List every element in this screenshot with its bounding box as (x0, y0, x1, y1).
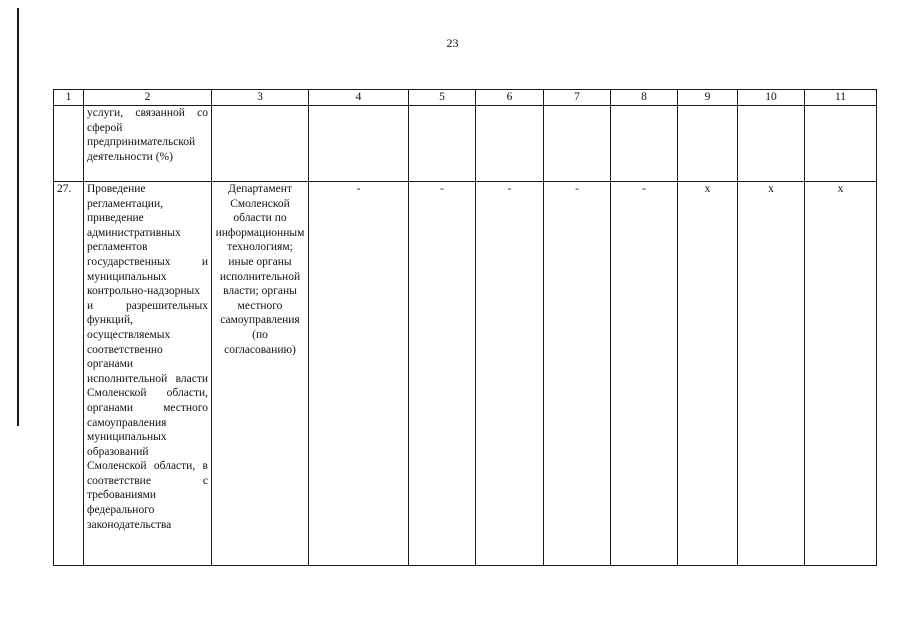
row-number: 27. (54, 182, 84, 566)
column-header: 8 (611, 90, 678, 106)
value-cell (611, 106, 678, 182)
value-cell (409, 106, 476, 182)
table-header-row (54, 90, 877, 106)
data-table (53, 89, 877, 566)
column-header: 9 (678, 90, 738, 106)
value-cell (738, 106, 805, 182)
value-cell: х (678, 182, 738, 566)
column-header: 2 (84, 90, 212, 106)
table-row (54, 106, 877, 182)
column-header: 3 (212, 90, 309, 106)
column-header: 1 (54, 90, 84, 106)
page-number: 23 (446, 36, 459, 50)
value-cell: х (738, 182, 805, 566)
row-number (54, 106, 84, 182)
responsible-executor (212, 106, 309, 182)
value-cell: - (611, 182, 678, 566)
value-cell: - (476, 182, 544, 566)
binding-margin-line (17, 8, 19, 426)
column-header: 4 (309, 90, 409, 106)
value-cell: - (409, 182, 476, 566)
column-header: 6 (476, 90, 544, 106)
value-cell (476, 106, 544, 182)
value-cell (805, 106, 877, 182)
value-cell (544, 106, 611, 182)
indicator-description: услуги, связанной со сферой предпринимательской деятельности (%) (84, 106, 212, 182)
table-row (54, 182, 877, 566)
column-header: 5 (409, 90, 476, 106)
value-cell: - (544, 182, 611, 566)
value-cell: х (805, 182, 877, 566)
measure-description: Проведение регламентации, приведение административных регламентов государственных и муниципальных контрольно-надзорных и разрешительных функций, осуществляемых соответственно органами исполнительной власти Смоленской области, органами местного самоуправления муниципальных образований Смоленской области, в соответствие с требованиями федерального законодательства (84, 182, 212, 566)
value-cell: - (309, 182, 409, 566)
column-header: 10 (738, 90, 805, 106)
column-header: 11 (805, 90, 877, 106)
responsible-executor: Департамент Смоленской области по информационным технологиям; иные органы исполнительной власти; органы местного самоуправления (по согласованию) (212, 182, 309, 566)
value-cell (309, 106, 409, 182)
column-header: 7 (544, 90, 611, 106)
value-cell (678, 106, 738, 182)
